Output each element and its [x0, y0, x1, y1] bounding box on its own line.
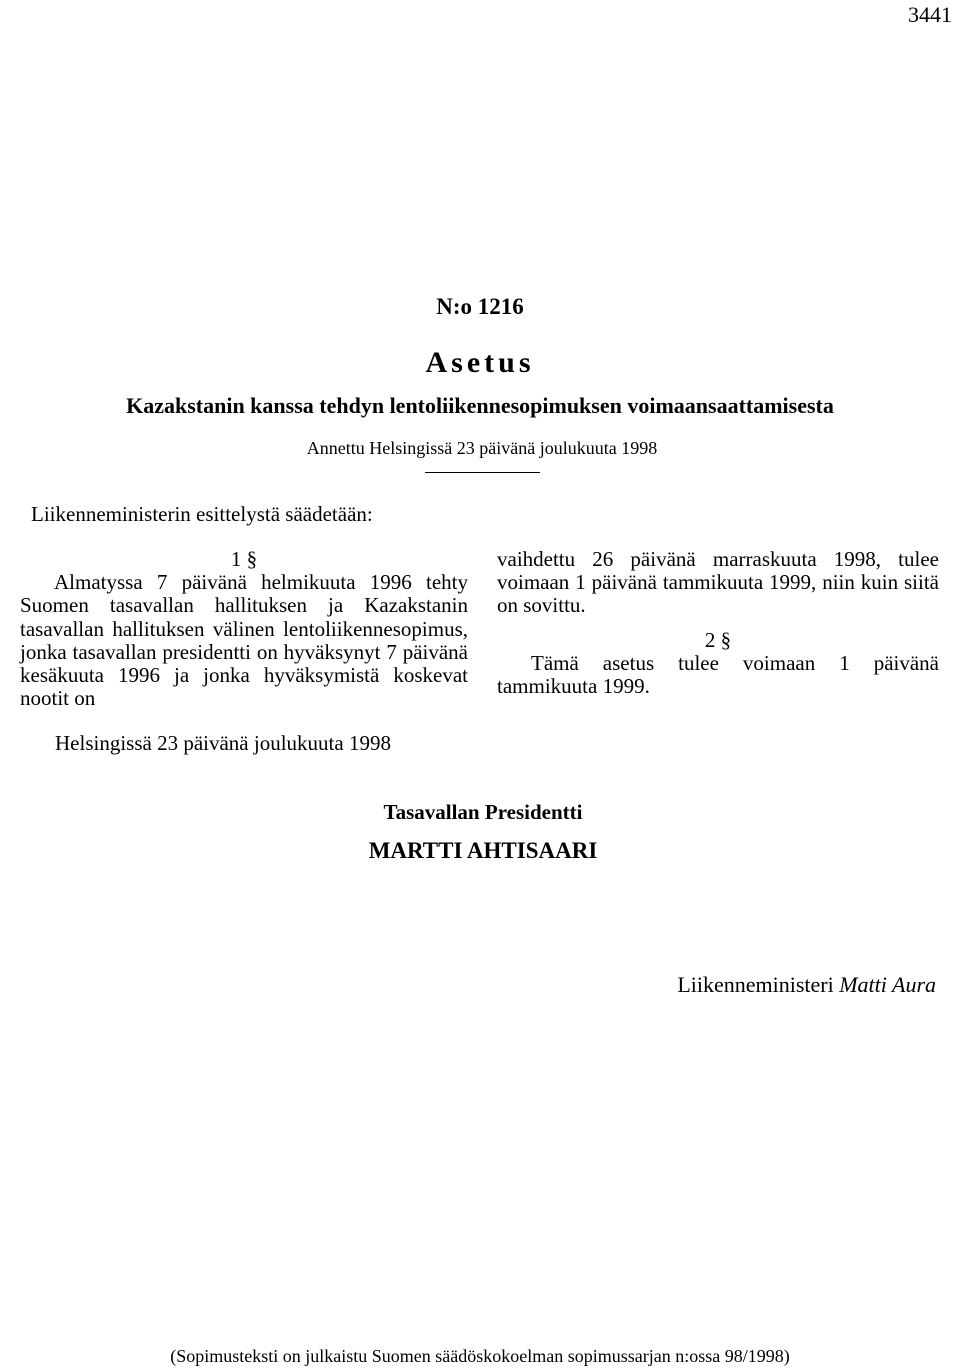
section-2-mark: 2 §: [704, 627, 732, 652]
countersignature-role: Liikenneministeri: [677, 972, 834, 997]
signature-title: Tasavallan Presidentti: [383, 800, 583, 824]
section-1-mark: 1 §: [230, 547, 258, 571]
document-title: Kazakstanin kanssa tehdyn lentoliikennesopimuksen voimaansaattamisesta: [126, 393, 834, 418]
right-column: [497, 548, 939, 698]
section-2-text: Tämä asetus tulee voimaan 1 päivänä tammikuuta 1999.: [497, 650, 939, 699]
countersignature: [677, 972, 936, 998]
preamble: Liikenneministerin esittelystä säädetään:: [31, 502, 373, 526]
section-1-continuation: vaihdettu 26 päivänä marraskuuta 1998, tulee voimaan 1 päivänä tammikuuta 1999, niin kuin siitä on sovittu.: [497, 547, 939, 618]
title-divider: [425, 472, 540, 473]
left-column: [20, 548, 468, 710]
document-number: N:o 1216: [436, 294, 524, 319]
signature-name: MARTTI AHTISAARI: [368, 838, 598, 863]
signing-place-date: Helsingissä 23 päivänä joulukuuta 1998: [55, 731, 391, 755]
issued-date-line: [0, 438, 960, 459]
section-1-text: Almatyssa 7 päivänä helmikuuta 1996 tehty Suomen tasavallan hallituksen ja Kazakstanin tasavallan hallituksen välinen lentoliikennesopimus, jonka tasavallan presidentti on hyväksynyt 7 päivänä kesäkuuta 1996 ja jonka hyväksymistä koskevat nootit on: [20, 570, 468, 711]
countersignature-name: Matti Aura: [839, 972, 936, 997]
page-number: 3441: [908, 2, 952, 27]
document-type-heading: Asetus: [425, 346, 535, 379]
issued-date-text: Annettu Helsingissä 23 päivänä joulukuuta 1998: [306, 438, 658, 458]
footnote: (Sopimusteksti on julkaistu Suomen säädöskokoelman sopimussarjan n:ossa 98/1998): [170, 1346, 790, 1366]
